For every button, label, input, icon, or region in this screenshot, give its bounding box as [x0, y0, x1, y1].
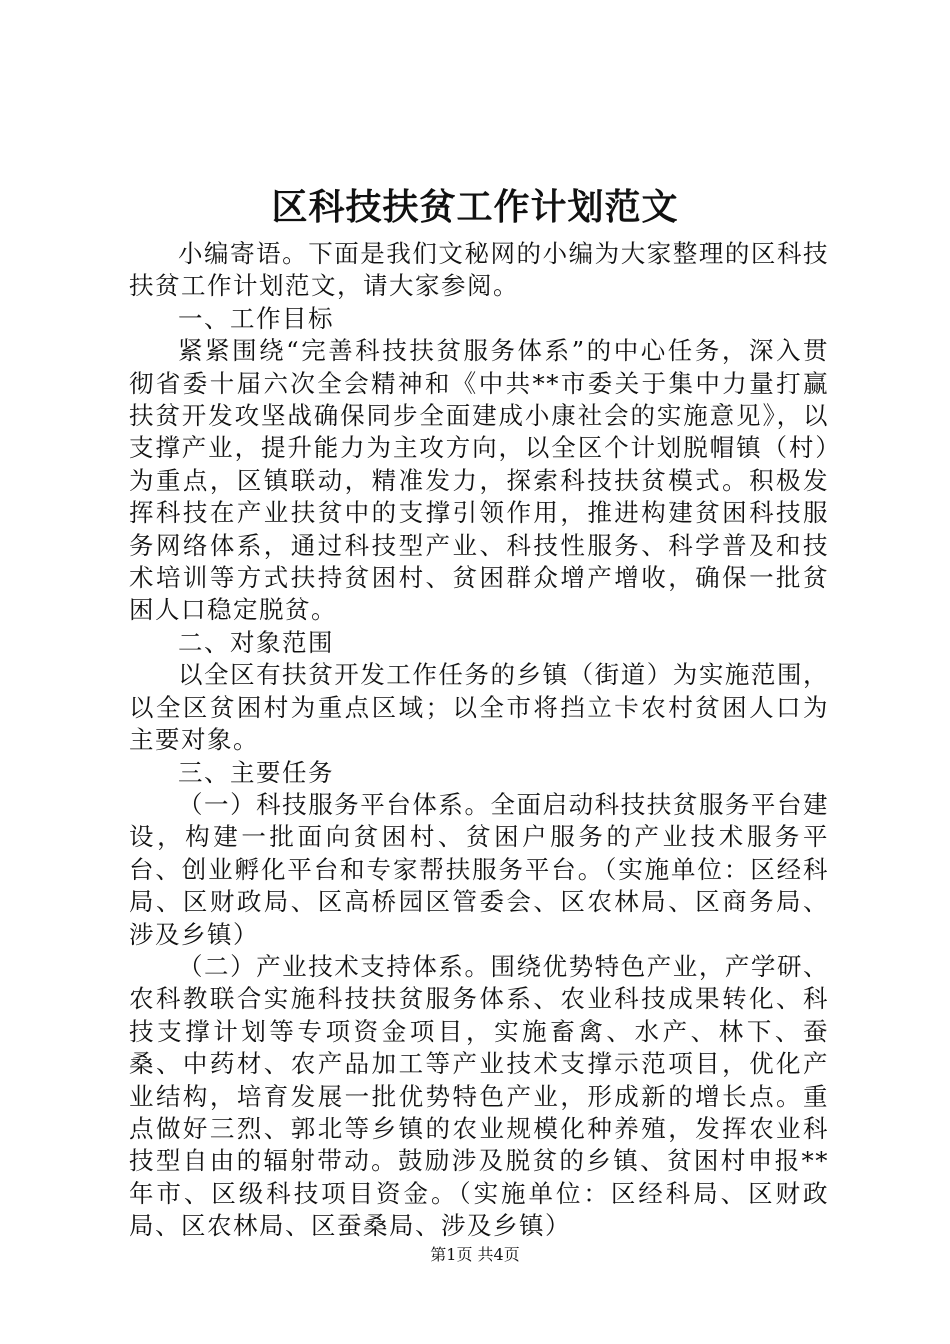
document-body — [129, 238, 829, 1243]
section-heading: 三、主要任务 — [178, 757, 334, 787]
body-paragraph: （二）产业技术支持体系。围绕优势特色产业，产学研、农科教联合实施科技扶贫服务体系、农业科技成果转化、科技支撑计划等专项资金项目，实施畜禽、水产、林下、蚕桑、中药材、农产品加工等产业技术支撑示范项目，优化产业结构，培育发展一批优势特色产业，形成新的增长点。重点做好三烈、郭北等乡镇的农业规模化种养殖，发挥农业科技型自由的辐射带动。鼓励涉及脱贫的乡镇、贫困村申报**年市、区级科技项目资金。（实施单位：区经科局、区财政局、区农林局、区蚕桑局、涉及乡镇） — [129, 951, 829, 1241]
page-number-footer: 第1页 共4页 — [430, 1245, 520, 1264]
body-paragraph: （一）科技服务平台体系。全面启动科技扶贫服务平台建设，构建一批面向贫困村、贫困户服务的产业技术服务平台、创业孵化平台和专家帮扶服务平台。（实施单位：区经科局、区财政局、区高桥园区管委会、区农林局、区商务局、涉及乡镇） — [129, 789, 829, 949]
intro-paragraph: 小编寄语。下面是我们文秘网的小编为大家整理的区科技扶贫工作计划范文，请大家参阅。 — [129, 239, 829, 301]
document-title: 区科技扶贫工作计划范文 — [271, 186, 679, 228]
section-heading: 二、对象范围 — [178, 627, 334, 657]
body-paragraph: 以全区有扶贫开发工作任务的乡镇（街道）为实施范围，以全区贫困村为重点区域；以全市将挡立卡农村贫困人口为主要对象。 — [129, 660, 829, 755]
section-heading: 一、工作目标 — [178, 303, 334, 333]
body-paragraph: 紧紧围绕“完善科技扶贫服务体系”的中心任务，深入贯彻省委十届六次全会精神和《中共**市委关于集中力量打赢扶贫开发攻坚战确保同步全面建成小康社会的实施意见》，以支撑产业，提升能力为主攻方向，以全区个计划脱帽镇（村）为重点，区镇联动，精准发力，探索科技扶贫模式。积极发挥科技在产业扶贫中的支撑引领作用，推进构建贫困科技服务网络体系，通过科技型产业、科技性服务、科学普及和技术培训等方式扶持贫困村、贫困群众增产增收，确保一批贫困人口稳定脱贫。 — [129, 336, 829, 625]
